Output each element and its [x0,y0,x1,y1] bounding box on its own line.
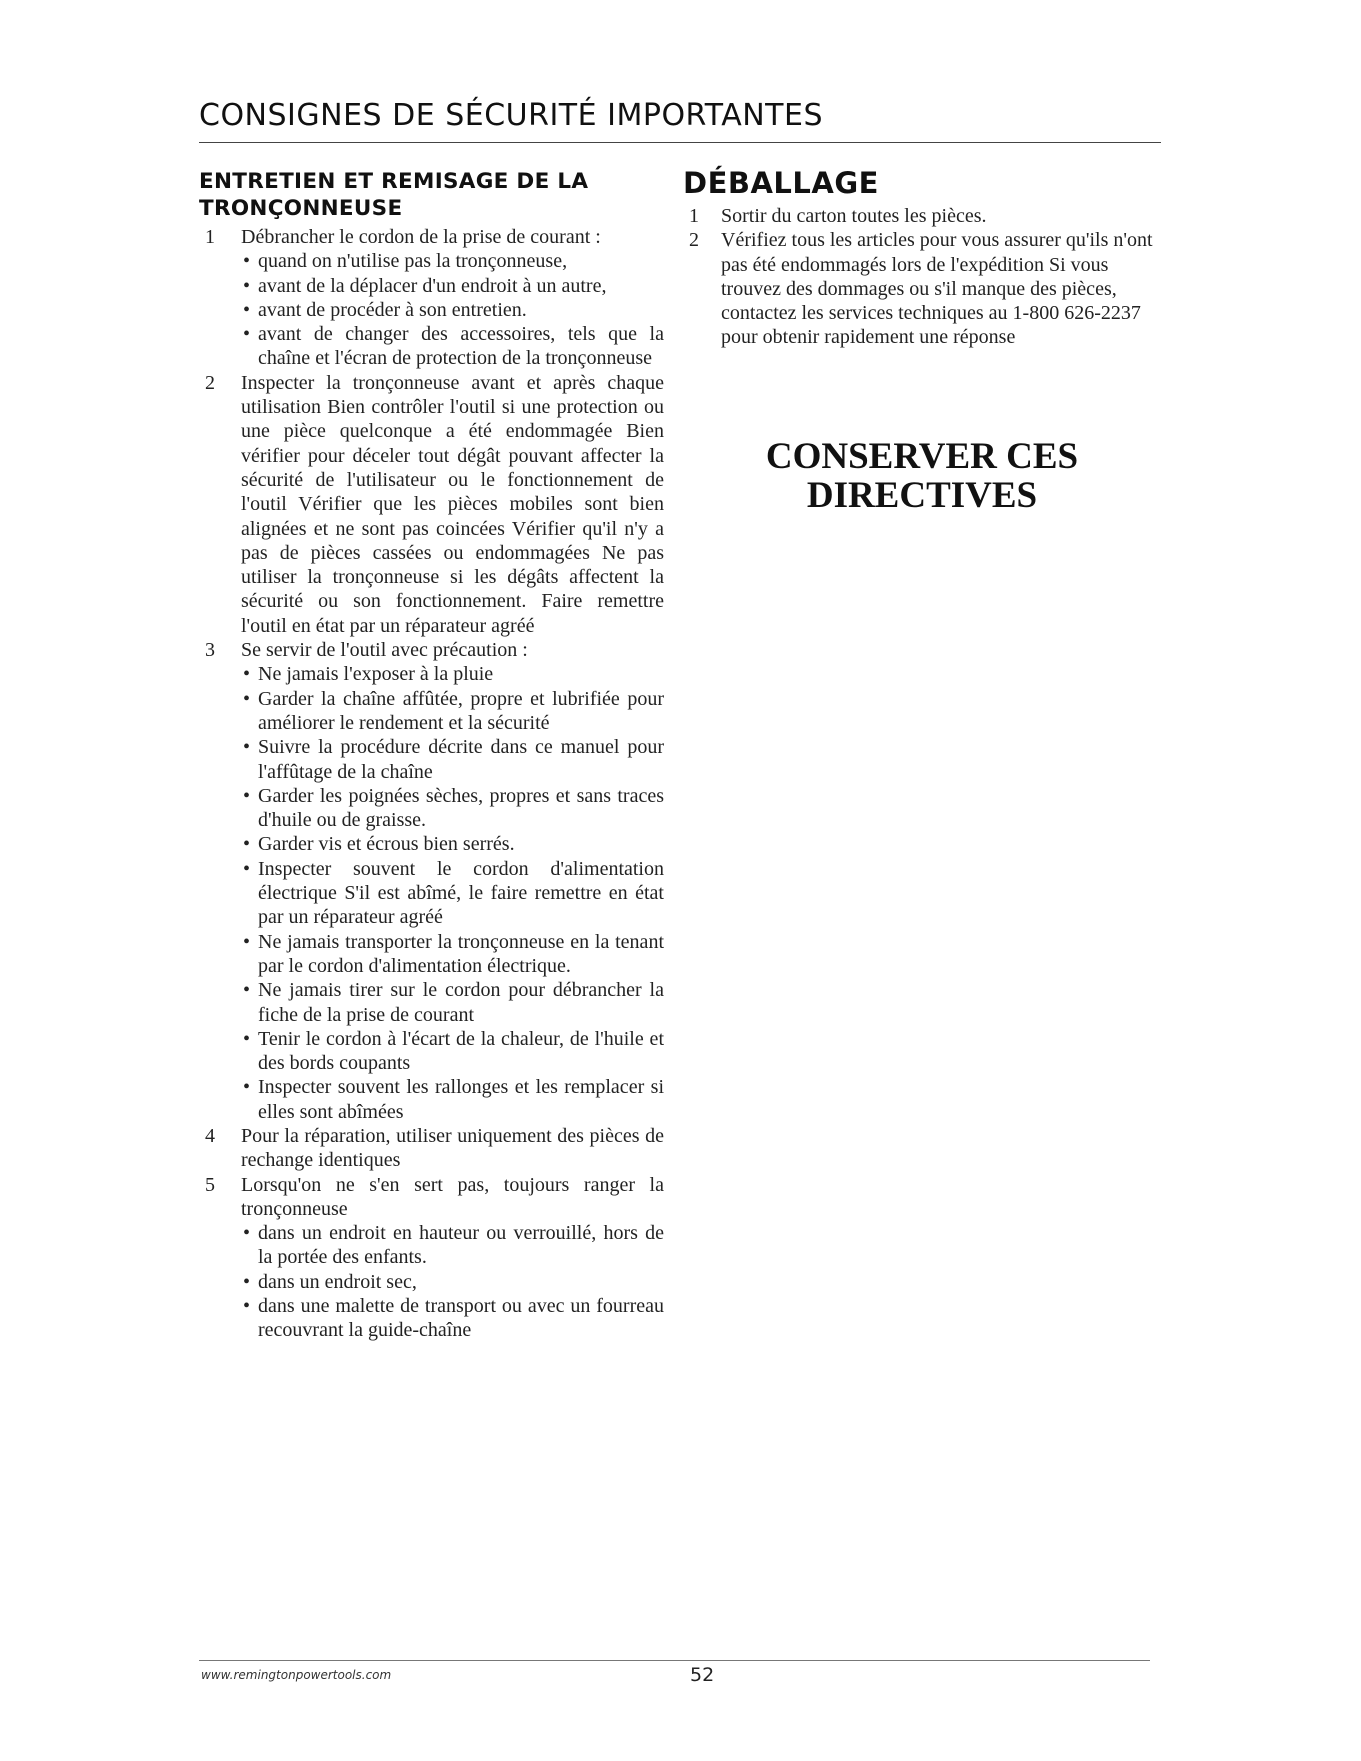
bullet-dot: • [243,1027,251,1050]
bullet-text: Ne jamais l'exposer à la pluie [258,663,494,686]
bullet-item [241,1270,664,1294]
bullet-text: dans un endroit en hauteur ou verrouillé, hors de la portée des enfants. [258,1222,664,1269]
item-text: Sortir du carton toutes les pièces. [721,205,987,227]
bullet-dot: • [243,979,251,1002]
bullet-text: Garder la chaîne affûtée, propre et lubrifiée pour améliorer le rendement et la sécurité [258,687,664,734]
bullet-text: Inspecter souvent les rallonges et les remplacer si elles sont abîmées [258,1076,664,1123]
bullet-dot: • [243,1076,251,1099]
bullet-text: Ne jamais tirer sur le cordon pour débrancher la fiche de la prise de courant [258,979,664,1026]
maintenance-section [199,168,664,1343]
bullet-item [241,978,664,1027]
bullet-list [241,662,664,1124]
bullet-text: Ne jamais transporter la tronçonneuse en la tenant par le cordon d'alimentation électrique. [258,930,664,977]
item-number: 4 [205,1124,215,1147]
bullet-dot: • [243,857,251,880]
bullet-text: dans un endroit sec, [258,1270,417,1293]
bullet-item [241,322,664,371]
item-number: 1 [205,226,215,248]
item-text: Débrancher le cordon de la prise de courant : [241,226,601,248]
maintenance-heading: ENTRETIEN ET REMISAGE DE LA TRONÇONNEUSE [199,169,589,221]
bullet-text: Garder les poignées sèches, propres et sans traces d'huile ou de graisse. [258,784,664,832]
bullet-text: avant de la déplacer d'un endroit à un autre, [258,274,607,297]
bullet-list [241,1221,664,1342]
keep-directions-line-1: CONSERVER CES [765,436,1079,477]
bullet-text: Suivre la procédure décrite dans ce manuel pour l'affûtage de la chaîne [258,736,664,783]
item-text: Inspecter la tronçonneuse avant et après chaque utilisation Bien contrôler l'outil si une protection ou une pièce quelconque a été endommagée Bien vérifier pour déceler tout dégât pouvant affecter la sécurité de l'utilisateur ou le fonctionnement de l'outil Vérifier que les pièces mobiles sont bien alignées et ne sont pas coincées Vérifier qu'il n'y a pas de pièces cassées ou endommagées Ne pas utiliser la tronçonneuse si les dégâts affectent la sécurité ou son fonctionnement. Faire remettre l'outil en état par un réparateur agréé [241,371,664,637]
bullet-text: Tenir le cordon à l'écart de la chaleur, de l'huile et des bords coupants [258,1027,664,1075]
item-text: Vérifiez tous les articles pour vous assurer qu'ils n'ont pas été endommagés lors de l'expédition Si vous trouvez des dommages ou s'il manque des pièces, contactez les services techniques au 1-800 626-2237 pour obtenir rapidement une réponse [721,229,1153,349]
item-text: Se servir de l'outil avec précaution : [241,639,528,662]
numbered-item [683,204,1161,228]
bullet-list [241,249,664,370]
bullet-dot: • [243,1270,251,1293]
bullet-dot: • [243,274,251,297]
item-text: Pour la réparation, utiliser uniquement des pièces de rechange identiques [241,1124,664,1172]
item-text: Lorsqu'on ne s'en sert pas, toujours ranger la tronçonneuse [241,1173,664,1220]
item-number: 5 [205,1173,215,1196]
numbered-item [199,1173,664,1343]
bullet-item [241,249,664,273]
item-number: 3 [205,639,215,662]
bullet-dot: • [243,663,251,686]
bullet-item [241,687,664,736]
bullet-item [241,832,664,856]
unpacking-section [683,165,1161,350]
numbered-item [199,225,664,371]
bullet-dot: • [243,736,251,759]
page-number: 52 [690,1664,715,1686]
bullet-dot: • [243,1222,251,1245]
title-divider [199,142,1161,143]
bullet-item [241,1027,664,1076]
unpacking-list [683,204,1161,350]
numbered-item [199,1124,664,1173]
bullet-text: avant de procéder à son entretien. [258,298,527,321]
item-number: 2 [689,229,699,252]
bullet-item [241,735,664,784]
unpacking-heading: DÉBALLAGE [683,166,879,200]
bullet-dot: • [243,298,251,321]
footer-divider [199,1660,1150,1661]
bullet-item [241,298,664,322]
bullet-dot: • [243,250,251,273]
bullet-dot: • [243,1295,251,1318]
bullet-text: Inspecter souvent le cordon d'alimentation électrique S'il est abîmé, le faire remettre en état par un réparateur agréé [258,857,664,929]
bullet-text: avant de changer des accessoires, tels que la chaîne et l'écran de protection de la tronçonneuse [258,323,664,370]
bullet-text: Garder vis et écrous bien serrés. [258,833,515,856]
page-title: CONSIGNES DE SÉCURITÉ IMPORTANTES [199,98,823,133]
bullet-item [241,274,664,298]
bullet-dot: • [243,687,251,710]
bullet-text: dans une malette de transport ou avec un fourreau recouvrant la guide-chaîne [258,1295,664,1342]
item-number: 2 [205,371,215,394]
bullet-dot: • [243,833,251,856]
numbered-item [683,228,1161,349]
maintenance-list [199,225,664,1343]
keep-directions-notice [683,437,1161,515]
bullet-dot: • [243,323,251,346]
numbered-item [199,638,664,1124]
keep-directions-line-2: DIRECTIVES [806,475,1038,516]
bullet-dot: • [243,930,251,953]
bullet-item [241,1221,664,1270]
bullet-item [241,1294,664,1343]
bullet-item [241,1075,664,1124]
item-number: 1 [689,205,699,227]
bullet-item [241,784,664,833]
bullet-item [241,662,664,686]
bullet-item [241,930,664,979]
bullet-item [241,857,664,930]
bullet-text: quand on n'utilise pas la tronçonneuse, [258,250,568,273]
bullet-dot: • [243,784,251,807]
numbered-item [199,371,664,638]
footer-website-link[interactable]: www.remingtonpowertools.com [201,1668,392,1682]
